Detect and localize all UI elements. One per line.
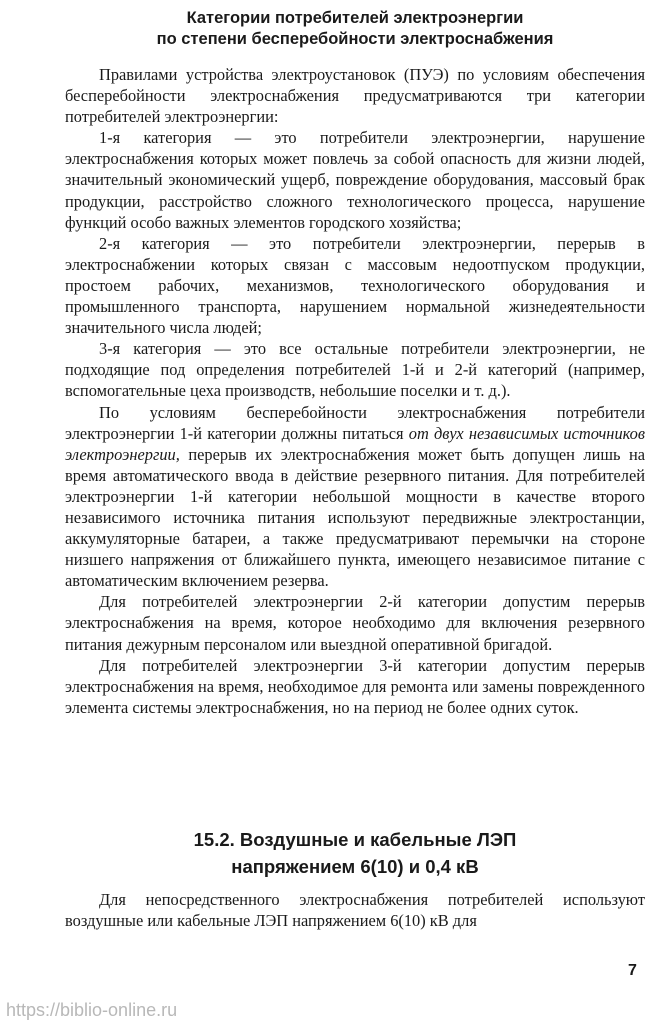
paragraph-category-2-outage: Для потребителей электроэнергии 2-й категории допустим перерыв электроснабжения на время, которое необходимо для включения резервного питания дежурным персоналом или выездной оперативной бригадой. (65, 592, 645, 654)
subsection-heading-line-1: 15.2. Воздушные и кабельные ЛЭП (193, 829, 517, 850)
subsection-body (65, 889, 645, 931)
section-heading-line-1: Категории потребителей электроэнергии (186, 9, 524, 27)
paragraph-power-lines: Для непосредственного электроснабжения потребителей используют воздушные или кабельные ЛЭП напряжением 6(10) кВ для (65, 890, 645, 931)
source-watermark: https://biblio-online.ru (6, 1000, 178, 1020)
paragraph-reliability (65, 402, 645, 592)
emphasis-two-independent-sources: от двух независимых источников электроэнергии, (65, 423, 645, 464)
paragraph-category-1: 1-я категория — это потребители электроэнергии, нарушение электроснабжения которых может повлечь за собой опасность для жизни людей, значительный экономический ущерб, повреждение оборудования, массовый брак продукции, расстройство сложного технологического процесса, нарушение функций особо важных элементов городского хозяйства; (65, 128, 645, 232)
paragraph-reliability-start: По условиям бесперебойности электроснабжения потребители электроэнергии 1-й категории должны питаться (65, 402, 645, 443)
subsection-heading (60, 826, 650, 880)
paragraph-category-3-outage: Для потребителей электроэнергии 3-й категории допустим перерыв электроснабжения на время, необходимое для ремонта или замены поврежденного элемента системы электроснабжения, но на период не более одних суток. (65, 655, 645, 717)
section-heading-line-2: по степени бесперебойности электроснабжения (156, 30, 554, 48)
section-heading (60, 8, 650, 50)
paragraph-category-2: 2-я категория — это потребители электроэнергии, перерыв в электроснабжении которых связан с массовым недоотпуском продукции, простоем рабочих, механизмов, технологического оборудования и промышленного транспорта, нарушением нормальной жизнедеятельности значительного числа людей; (65, 233, 645, 338)
paragraph-category-3: 3-я категория — это все остальные потребители электроэнергии, не подходящие под определения потребителей 1-й и 2-й категорий (например, вспомогательные цеха производств, небольшие поселки и т. д.). (65, 339, 645, 401)
paragraph-intro: Правилами устройства электроустановок (ПУЭ) по условиям обеспечения бесперебойности электроснабжения предусматриваются три категории потребителей электроэнергии: (65, 65, 645, 127)
paragraph-reliability-end: перерыв их электроснабжения может быть допущен лишь на время автоматического ввода в действие резервного питания. Для потребителей электроэнергии 1-й категории небольшой мощности в качестве второго независимого источника питания используют передвижные электростанции, аккумуляторные батареи, а также предусматривают перемычки на стороне низшего напряжения от ближайшего пункта, имеющего независимое питание с автоматическим включением резерва. (65, 444, 645, 591)
page-number: 7 (628, 962, 637, 979)
section-body (65, 64, 645, 718)
subsection-heading-line-2: напряжением 6(10) и 0,4 кВ (231, 856, 479, 877)
